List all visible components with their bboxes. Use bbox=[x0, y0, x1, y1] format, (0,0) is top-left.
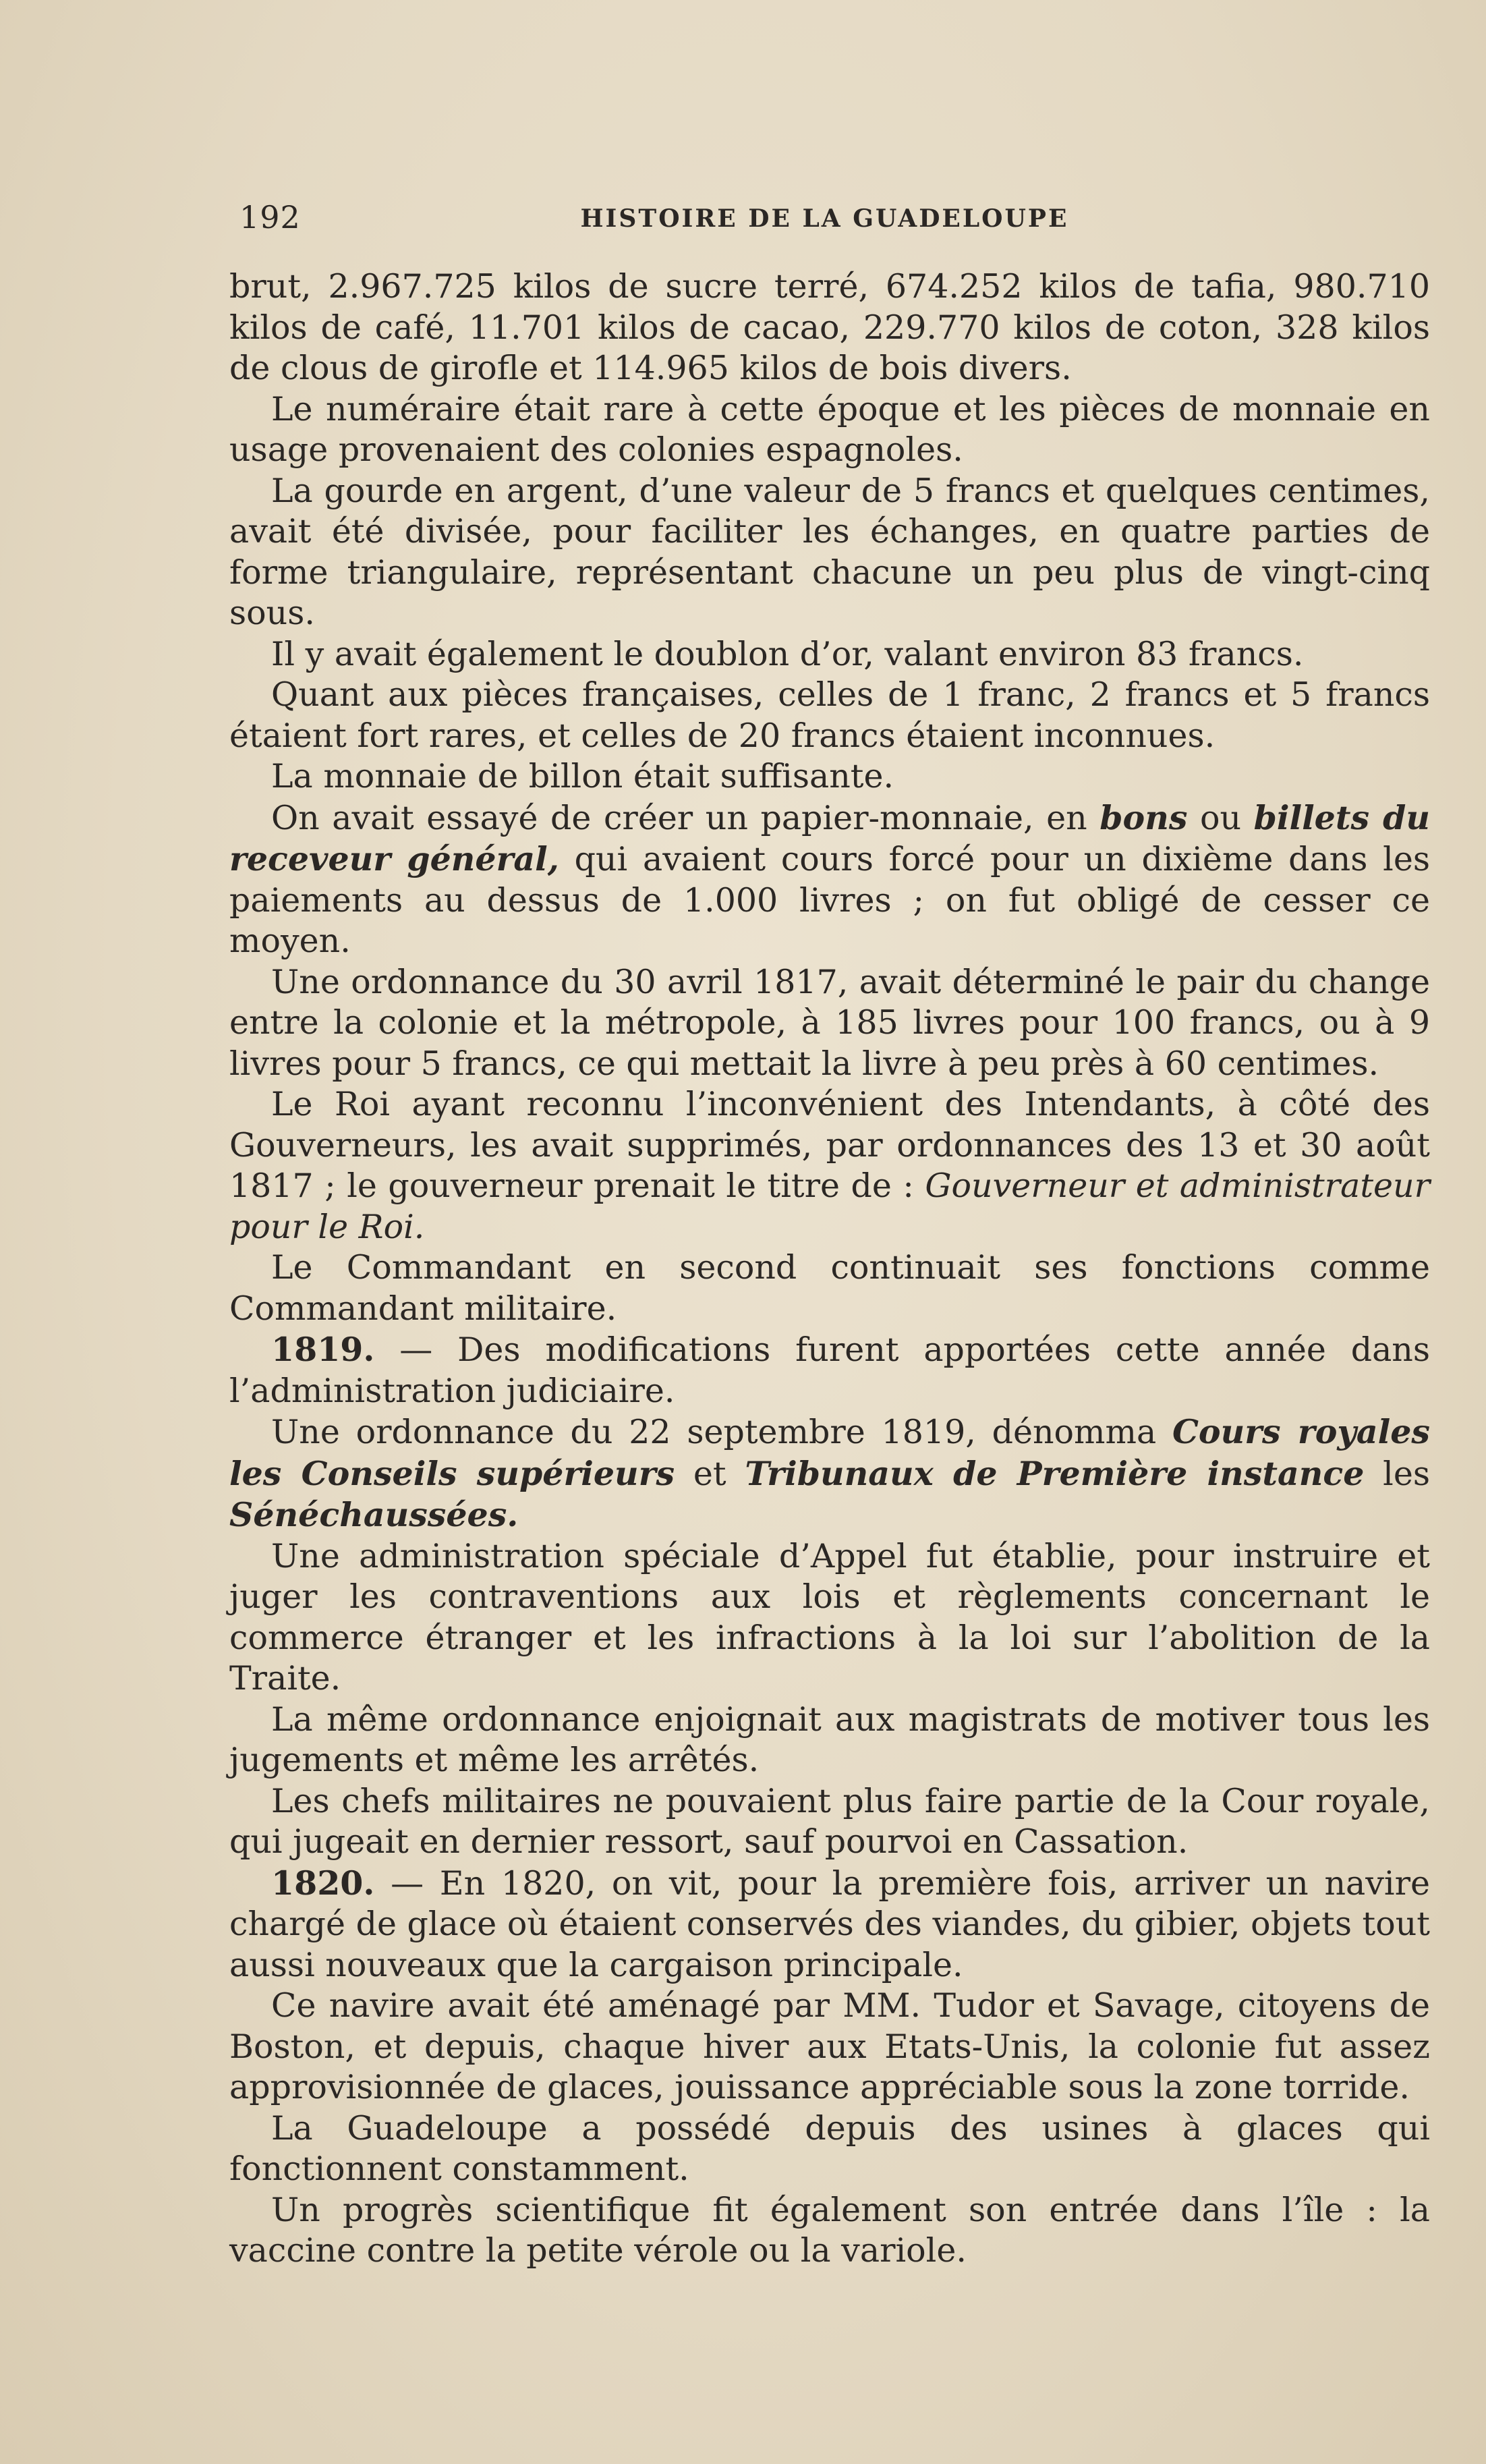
italic-term-bons: bons bbox=[1099, 797, 1188, 837]
paragraph-pieces-francaises: Quant aux pièces françaises, celles de 1 franc, 2 francs et 5 francs étaient fort rares, et celles de 20 francs étaient inconnues. bbox=[229, 675, 1430, 755]
paragraph-navire: Ce navire avait été aménagé par MM. Tudor et Savage, citoyens de Boston, et depuis, chaque hiver aux Etats-Unis, la colonie fut assez approvisionnée de glaces, jouissance appréciable sous la zone torride. bbox=[229, 1986, 1430, 2106]
text-run: les bbox=[1364, 1454, 1430, 1493]
italic-term-senechaussees: Sénéchaussées. bbox=[229, 1495, 519, 1534]
italic-term-billets: billets du receveur général, bbox=[229, 797, 1430, 878]
paragraph-ordonnance-1817: Une ordonnance du 30 avril 1817, avait déterminé le pair du change entre la colonie et la métropole, à 185 livres pour 100 francs, ou à 9 livres pour 5 francs, ce qui mettait la livre à peu près à 60 centimes. bbox=[229, 962, 1430, 1083]
paragraph-billon: La monnaie de billon était suffisante. bbox=[271, 757, 894, 795]
text-run: Le Roi ayant reconnu l’inconvénient des Intendants, à côté des Gouverneurs, les avait supprimés, par ordonnances des 13 et 30 août 1817 ; le gouverneur prenait le titre de : bbox=[229, 1085, 1430, 1205]
paragraph-gourde: La gourde en argent, d’une valeur de 5 francs et quelques centimes, avait été divisée, pour faciliter les échanges, en quatre parties de forme triangulaire, représentant chacune un peu plus de vingt-cinq sous. bbox=[229, 471, 1430, 632]
text-run: On avait essayé de créer un papier-monnaie, en bbox=[271, 798, 1100, 837]
paragraph-intendants bbox=[229, 1084, 1430, 1248]
paragraph-vaccine: Un progrès scientifique fit également son entrée dans l’île : la vaccine contre la petite vérole ou la variole. bbox=[229, 2190, 1430, 2270]
page-number: 192 bbox=[239, 199, 301, 235]
italic-term-cours-royales: Cours royales les Conseils supérieurs bbox=[229, 1412, 1430, 1493]
paragraph-ordonnance-1819 bbox=[229, 1411, 1430, 1536]
year-heading-1820: 1820. bbox=[271, 1863, 375, 1903]
text-run: et bbox=[675, 1454, 745, 1493]
text-run: qui avaient cours forcé pour un dixième dans les paiements au dessus de 1.000 livres ; on fut obligé de cesser ce moyen. bbox=[229, 840, 1430, 960]
paragraph-1819 bbox=[229, 1329, 1430, 1411]
paragraph-magistrats: La même ordonnance enjoignait aux magistrats de motiver tous les jugements et même les arrêtés. bbox=[229, 1700, 1430, 1779]
italic-term-tribunaux: Tribunaux de Première instance bbox=[745, 1453, 1365, 1493]
text-run: Une ordonnance du 22 septembre 1819, dénomma bbox=[271, 1413, 1172, 1451]
paragraph-usines: La Guadeloupe a possédé depuis des usines à glaces qui fonctionnent constamment. bbox=[229, 2108, 1430, 2188]
paragraph-1820 bbox=[229, 1863, 1430, 1986]
paragraph-commandant: Le Commandant en second continuait ses fonctions comme Commandant militaire. bbox=[229, 1248, 1430, 1328]
paragraph-exports: brut, 2.967.725 kilos de sucre terré, 674.252 kilos de tafia, 980.710 kilos de café, 11.701 kilos de cacao, 229.770 kilos de coton, 328 kilos de clous de girofle et 114.965 kilos de bois divers. bbox=[229, 267, 1430, 387]
paragraph-numeraire: Le numéraire était rare à cette époque et les pièces de monnaie en usage provenaient des colonies espagnoles. bbox=[229, 389, 1430, 469]
paragraph-appel: Une administration spéciale d’Appel fut établie, pour instruire et juger les contraventions aux lois et règlements concernant le commerce étranger et les infractions à la loi sur l’abolition de la Traite. bbox=[229, 1536, 1430, 1698]
paragraph-doublon: Il y avait également le doublon d’or, valant environ 83 francs. bbox=[271, 634, 1304, 673]
paragraph-papier-monnaie bbox=[229, 797, 1430, 962]
text-run: — Des modifications furent apportées cette année dans l’administration judiciaire. bbox=[229, 1331, 1430, 1410]
italic-title-gouverneur: Gouverneur et administrateur pour le Roi. bbox=[229, 1167, 1430, 1246]
page-header bbox=[239, 199, 1410, 246]
paragraph-chefs-militaires: Les chefs militaires ne pouvaient plus faire partie de la Cour royale, qui jugeait en dernier ressort, sauf pourvoi en Cassation. bbox=[229, 1781, 1430, 1861]
year-heading-1819: 1819. bbox=[271, 1330, 375, 1369]
text-run: ou bbox=[1187, 798, 1254, 837]
running-title: HISTOIRE DE LA GUADELOUPE bbox=[580, 204, 1069, 233]
page-body bbox=[229, 267, 1430, 2272]
text-run: — En 1820, on vit, pour la première fois, arriver un navire chargé de glace où étaient conservés des viandes, du gibier, objets tout aussi nouveaux que la cargaison principale. bbox=[229, 1864, 1430, 1984]
